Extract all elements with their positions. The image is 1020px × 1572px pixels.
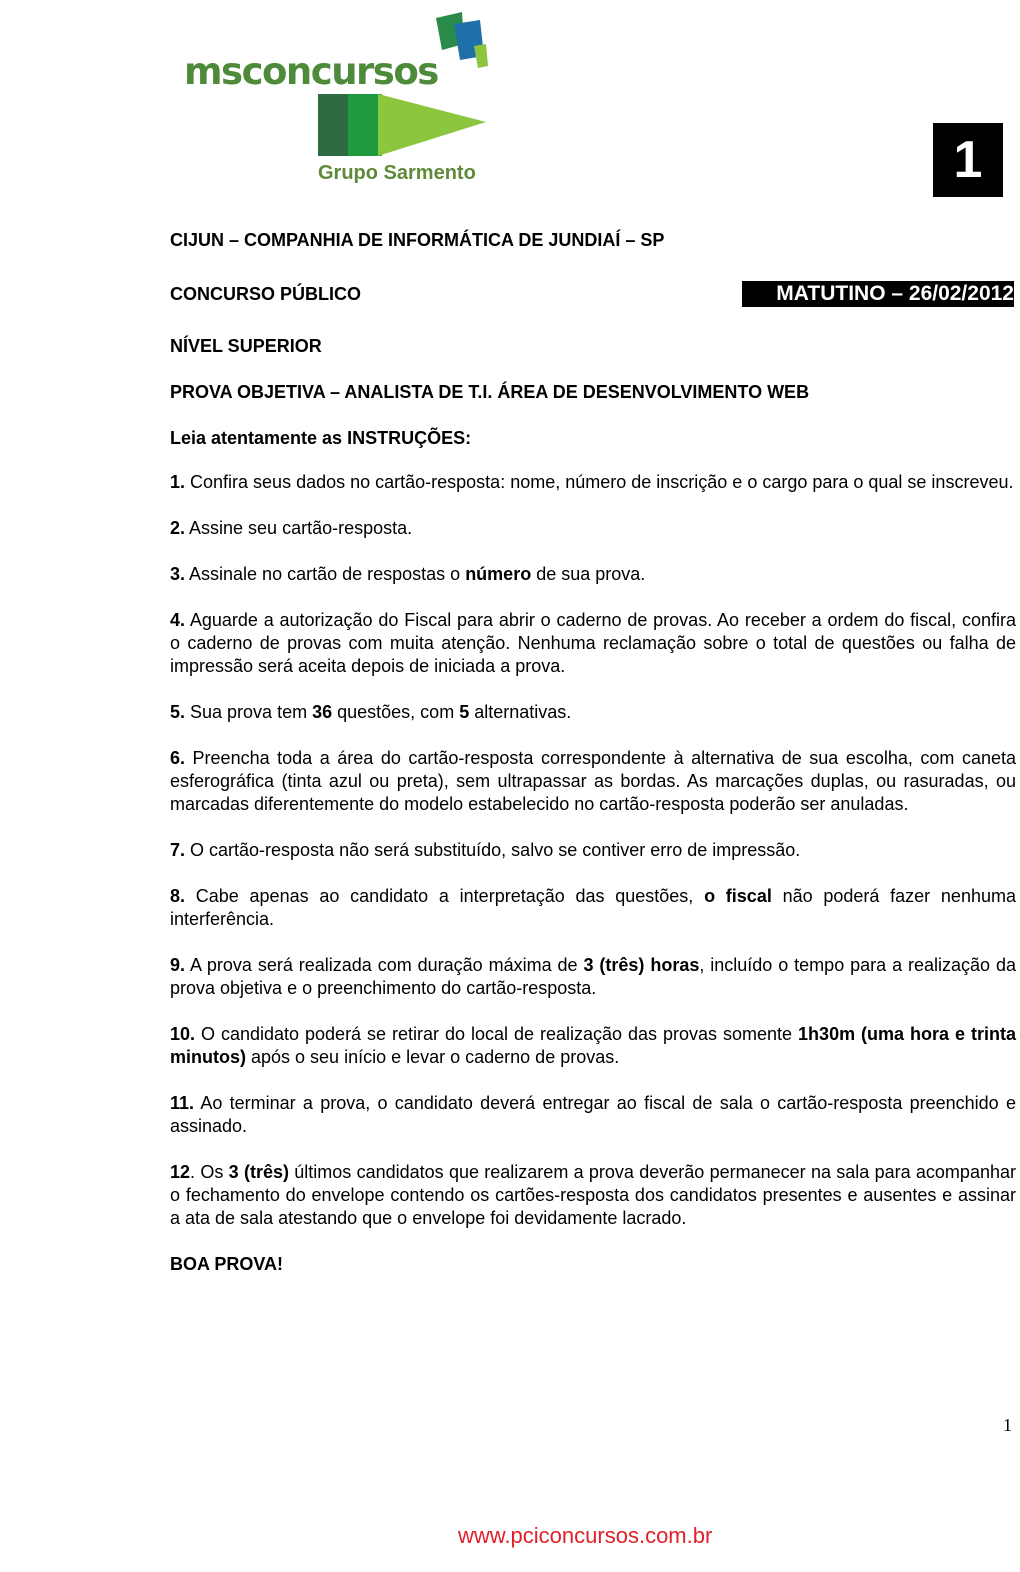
logo-subtitle: Grupo Sarmento [318, 162, 476, 184]
exam-number-box: 1 [933, 123, 1003, 197]
instruction-text: Sua prova tem [185, 702, 313, 722]
instruction-text: Assine seu cartão-resposta. [185, 518, 413, 538]
instruction-item [170, 1161, 1016, 1230]
instruction-item [170, 747, 1016, 816]
exam-title: PROVA OBJETIVA – ANALISTA DE T.I. ÁREA DE DESENVOLVIMENTO WEB [170, 382, 810, 402]
instruction-emphasis: o fiscal [704, 886, 772, 906]
level-label: NÍVEL SUPERIOR [170, 336, 322, 356]
instruction-text: Preencha toda a área do cartão-resposta correspondente à alternativa de sua escolha, com caneta esferográfica (tinta azul ou preta), sem ultrapassar as bordas. As marcações duplas, ou rasuradas, ou marcadas diferentemente do modelo estabelecido no cartão-resposta poderão ser anuladas. [170, 748, 1016, 814]
instruction-text: Confira seus dados no cartão-resposta: nome, número de inscrição e o cargo para o qual se inscreveu. [185, 472, 1014, 492]
instruction-number: 12 [170, 1162, 191, 1182]
flags-icon [434, 10, 490, 70]
instruction-number: 2. [170, 518, 186, 538]
instruction-emphasis: número [465, 564, 532, 584]
instruction-text: de sua prova. [531, 564, 646, 584]
instruction-text: alternativas. [469, 702, 572, 722]
instruction-item [170, 839, 1016, 862]
instruction-text: A prova será realizada com duração máxima de [185, 955, 584, 975]
instruction-number: 11. [170, 1093, 195, 1113]
instruction-number: 8. [170, 886, 186, 906]
instruction-number: 7. [170, 840, 186, 860]
instruction-text: questões, com [332, 702, 460, 722]
instructions-list [170, 471, 1016, 1299]
instruction-text: Assinale no cartão de respostas o [185, 564, 466, 584]
footer-url-link[interactable]: www.pciconcursos.com.br [458, 1523, 713, 1548]
instruction-number: 3. [170, 564, 186, 584]
instruction-text: Ao terminar a prova, o candidato deverá entregar ao fiscal de sala o cartão-resposta preenchido e assinado. [170, 1093, 1016, 1136]
instruction-number: 1. [170, 472, 186, 492]
page-number: 1 [1003, 1415, 1012, 1435]
instruction-text: após o seu início e levar o caderno de provas. [246, 1047, 620, 1067]
instruction-item [170, 885, 1016, 931]
instruction-text: últimos candidatos que realizarem a prova deverão permanecer na sala para acompanhar o fechamento do envelope contendo os cartões-resposta dos candidatos presentes e ausentes e assinar a ata de sala atestando que o envelope foi devidamente lacrado. [170, 1162, 1016, 1228]
logo-brand-text: msconcursos [184, 50, 438, 93]
instruction-emphasis: 3 (três) horas [583, 955, 700, 975]
instruction-item [170, 471, 1016, 494]
closing-paragraph [170, 1253, 1016, 1276]
instruction-item [170, 609, 1016, 678]
instruction-item [170, 1092, 1016, 1138]
session-date-badge: MATUTINO – 26/02/2012 [742, 281, 1014, 307]
instruction-number: 4. [170, 610, 186, 630]
instruction-text: Aguarde a autorização do Fiscal para abrir o caderno de provas. Ao receber a ordem do fiscal, confira o caderno de provas com muita atenção. Nenhuma reclamação sobre o total de questões ou falha de impressão será aceita depois de iniciada a prova. [170, 610, 1016, 676]
instruction-emphasis: 36 [312, 702, 333, 722]
instruction-emphasis: 5 [459, 702, 470, 722]
instruction-emphasis: 1h30m (uma hora e trinta minutos) [170, 1024, 1017, 1067]
contest-label: CONCURSO PÚBLICO [170, 284, 362, 304]
instruction-number: 10. [170, 1024, 196, 1044]
organization-title: CIJUN – COMPANHIA DE INFORMÁTICA DE JUNDIAÍ – SP [170, 230, 665, 250]
instructions-heading: Leia atentamente as INSTRUÇÕES: [170, 428, 472, 448]
arrows-icon [318, 94, 486, 156]
instruction-number: 9. [170, 955, 186, 975]
company-logo [184, 10, 489, 190]
instruction-text: O cartão-resposta não será substituído, salvo se contiver erro de impressão. [185, 840, 801, 860]
closing-text: BOA PROVA! [170, 1254, 284, 1274]
instruction-number: 5. [170, 702, 186, 722]
instruction-emphasis: 3 (três) [228, 1162, 289, 1182]
instruction-text: . Os [190, 1162, 229, 1182]
instruction-text: não poderá fazer nenhuma interferência. [170, 886, 1016, 929]
instruction-item [170, 1023, 1016, 1069]
instruction-item [170, 563, 1016, 586]
instruction-item [170, 701, 1016, 724]
instruction-text: O candidato poderá se retirar do local de realização das provas somente [195, 1024, 799, 1044]
instruction-text: Cabe apenas ao candidato a interpretação das questões, [185, 886, 705, 906]
instruction-item [170, 517, 1016, 540]
instruction-text: , incluído o tempo para a realização da prova objetiva e o preenchimento do cartão-resposta. [170, 955, 1016, 998]
instruction-number: 6. [170, 748, 186, 768]
instruction-item [170, 954, 1016, 1000]
